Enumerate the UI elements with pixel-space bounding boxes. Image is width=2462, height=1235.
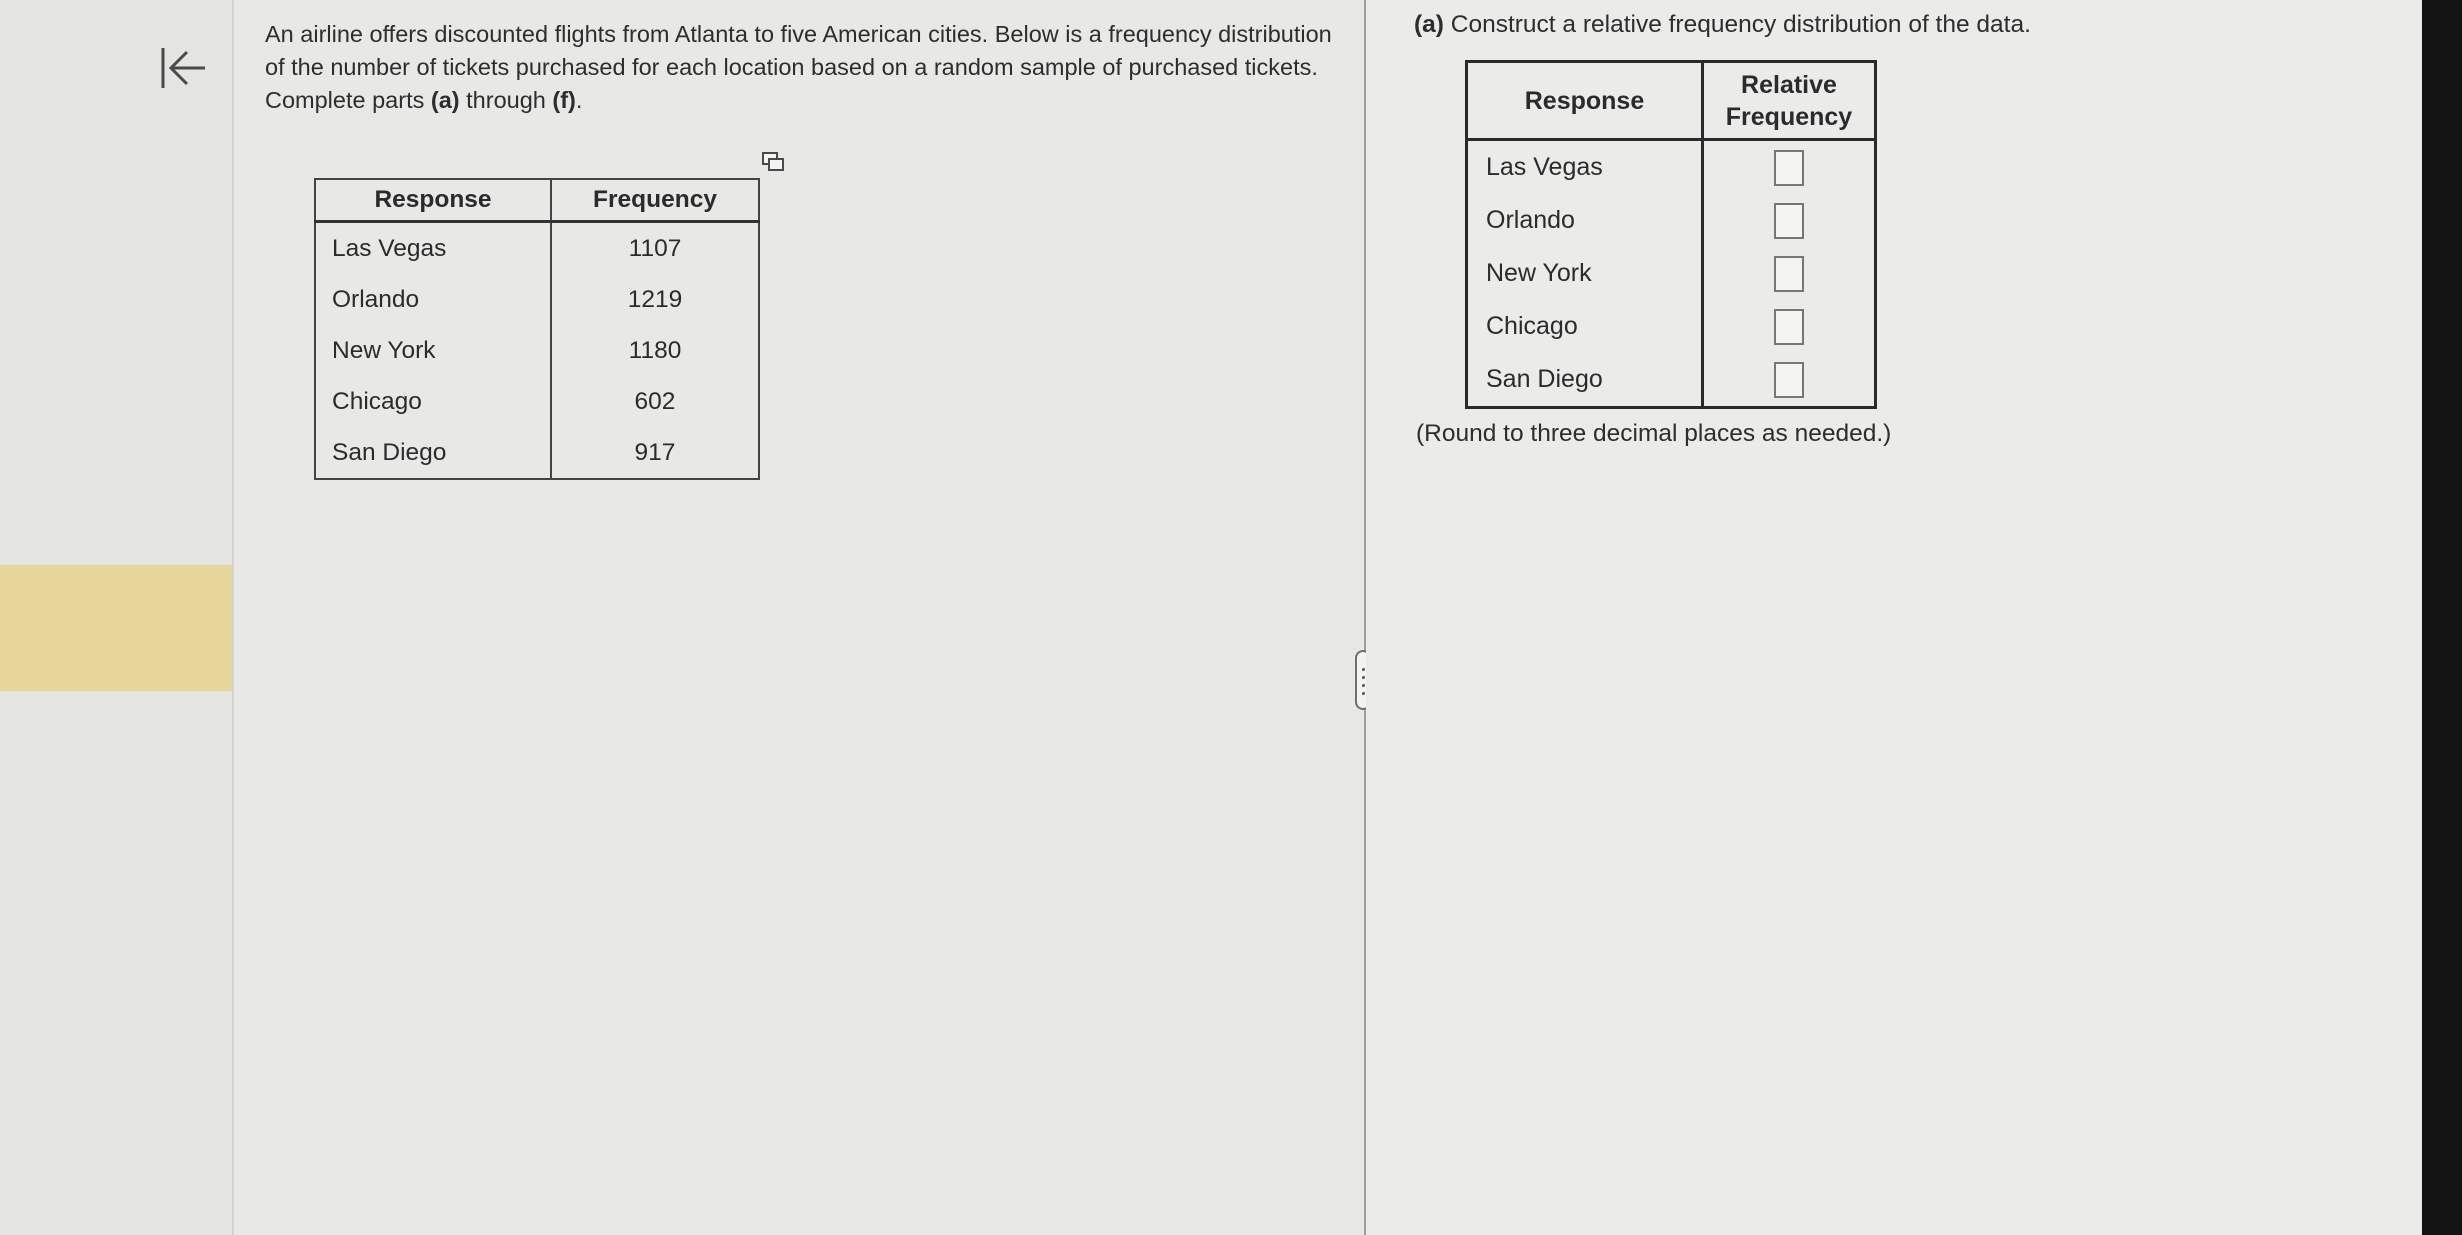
answer-input-orlando[interactable] <box>1774 203 1804 239</box>
screen-bezel <box>2422 0 2462 1235</box>
frequency-cell: 1107 <box>551 222 759 275</box>
part-end-label: (f) <box>552 87 576 113</box>
table-row <box>315 222 759 275</box>
response-cell: Chicago <box>315 376 551 427</box>
part-a-label: (a) <box>1414 11 1444 38</box>
response-header: Response <box>1467 62 1703 140</box>
problem-text-middle: through <box>459 87 553 113</box>
frequency-table-header <box>315 179 759 222</box>
frequency-table <box>314 178 760 480</box>
table-row <box>1467 247 1876 300</box>
frequency-cell: 1219 <box>551 274 759 325</box>
rail-highlight <box>0 565 232 691</box>
table-row <box>315 376 759 427</box>
problem-text-after: . <box>575 87 583 113</box>
response-cell: New York <box>315 325 551 376</box>
table-row <box>315 274 759 325</box>
relative-frequency-table <box>1465 60 1877 409</box>
collapse-left-icon[interactable] <box>155 40 211 96</box>
frequency-cell: 917 <box>551 427 759 479</box>
relative-header-line1: Relative <box>1741 70 1837 99</box>
response-cell: Las Vegas <box>1467 140 1703 195</box>
relative-frequency-header <box>1703 62 1876 140</box>
relative-header-line2: Frequency <box>1725 102 1853 131</box>
table-row <box>1467 353 1876 408</box>
response-cell: Orlando <box>315 274 551 325</box>
problem-statement <box>265 18 1335 117</box>
table-row <box>1467 300 1876 353</box>
response-cell: San Diego <box>1467 353 1703 408</box>
answer-input-new-york[interactable] <box>1774 256 1804 292</box>
frequency-cell: 602 <box>551 376 759 427</box>
relative-table-header <box>1467 62 1876 140</box>
rounding-note: (Round to three decimal places as needed.) <box>1416 420 1892 447</box>
table-row <box>1467 194 1876 247</box>
part-a-prompt <box>1414 8 2031 42</box>
answer-input-chicago[interactable] <box>1774 309 1804 345</box>
table-row <box>315 325 759 376</box>
response-header: Response <box>315 179 551 222</box>
response-cell: Chicago <box>1467 300 1703 353</box>
response-cell: Las Vegas <box>315 222 551 275</box>
copy-data-icon[interactable] <box>760 150 786 174</box>
frequency-header: Frequency <box>551 179 759 222</box>
part-start-label: (a) <box>430 87 460 113</box>
answer-input-san-diego[interactable] <box>1774 362 1804 398</box>
response-cell: Orlando <box>1467 194 1703 247</box>
response-cell: New York <box>1467 247 1703 300</box>
frequency-cell: 1180 <box>551 325 759 376</box>
table-row <box>1467 140 1876 195</box>
response-cell: San Diego <box>315 427 551 479</box>
part-a-instruction: Construct a relative frequency distribution of the data. <box>1443 11 2031 38</box>
table-row <box>315 427 759 479</box>
left-rail <box>0 0 234 1235</box>
answer-input-las-vegas[interactable] <box>1774 150 1804 186</box>
problem-text-before: An airline offers discounted flights from Atlanta to five American cities. Below is a frequency distribution of the number of tickets purchased for each location based on a random sample of purchased tickets. Complete parts <box>265 21 1332 113</box>
